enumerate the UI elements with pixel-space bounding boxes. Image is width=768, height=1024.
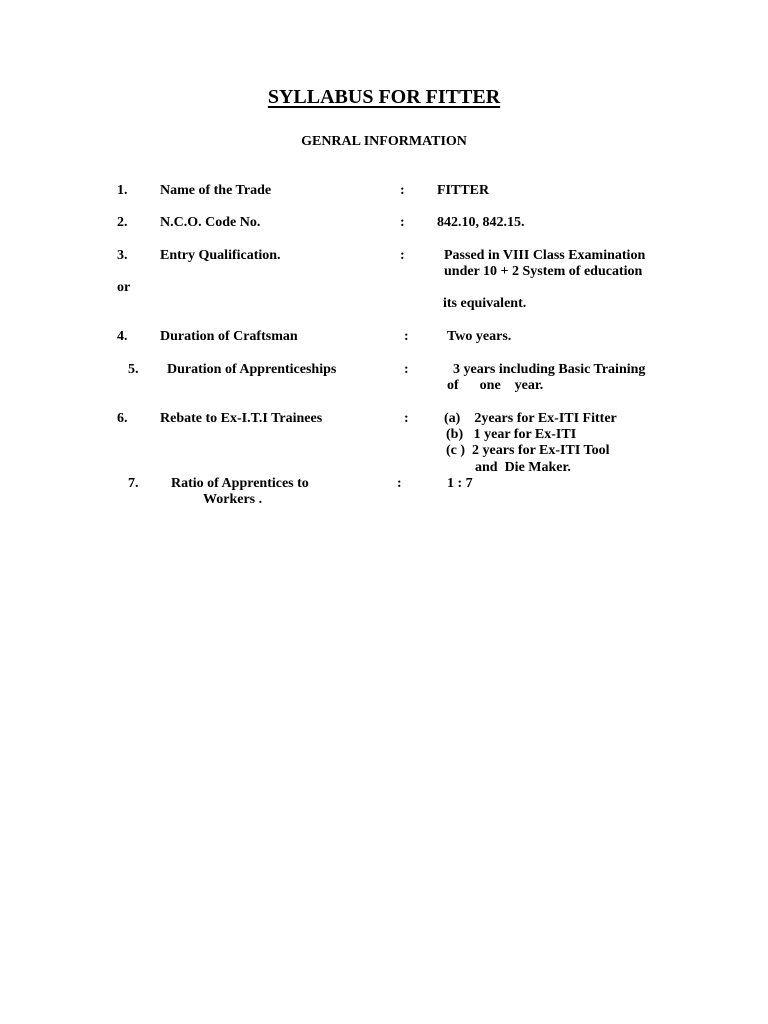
- item-number: 4.: [117, 329, 128, 344]
- item-number: 7.: [128, 476, 139, 491]
- item-value: FITTER: [437, 183, 490, 198]
- item-value-line: under 10 + 2 System of education: [444, 264, 643, 279]
- item-value-line: (b) 1 year for Ex-ITI: [446, 427, 577, 442]
- item-label: Duration of Apprenticeships: [167, 362, 337, 377]
- item-colon: :: [400, 248, 405, 263]
- item-colon: :: [397, 476, 402, 491]
- item-colon: :: [400, 183, 405, 198]
- item-colon: :: [404, 411, 409, 426]
- item-value-line: (a) 2years for Ex-ITI Fitter: [444, 411, 617, 426]
- item-number: 5.: [128, 362, 139, 377]
- item-value-line: (c ) 2 years for Ex-ITI Tool: [446, 443, 610, 458]
- item-colon: :: [404, 362, 409, 377]
- document-title: SYLLABUS FOR FITTER: [267, 86, 501, 108]
- item-number: 1.: [117, 183, 128, 198]
- item-value: Two years.: [447, 329, 512, 344]
- item-number: 6.: [117, 411, 128, 426]
- item-value: 1 : 7: [447, 476, 473, 491]
- document-subtitle: GENRAL INFORMATION: [301, 134, 467, 149]
- item-value-line: Passed in VIII Class Examination: [444, 248, 646, 263]
- item-label-line: Workers .: [203, 492, 263, 507]
- item-number: 3.: [117, 248, 128, 263]
- item-value-line: 3 years including Basic Training: [453, 362, 646, 377]
- item-value: 842.10, 842.15.: [437, 215, 525, 230]
- item-colon: :: [404, 329, 409, 344]
- item-label: Duration of Craftsman: [160, 329, 298, 344]
- item-label-line: Ratio of Apprentices to: [171, 476, 309, 491]
- item-label: Rebate to Ex-I.T.I Trainees: [160, 411, 323, 426]
- item-colon: :: [400, 215, 405, 230]
- item-label: N.C.O. Code No.: [160, 215, 261, 230]
- item-extra-left: or: [117, 280, 131, 295]
- item-value-line: and Die Maker.: [475, 460, 571, 475]
- item-label: Name of the Trade: [160, 183, 272, 198]
- item-number: 2.: [117, 215, 128, 230]
- item-value-line: of one year.: [447, 378, 544, 393]
- item-value-line: its equivalent.: [443, 296, 527, 311]
- item-label: Entry Qualification.: [160, 248, 281, 263]
